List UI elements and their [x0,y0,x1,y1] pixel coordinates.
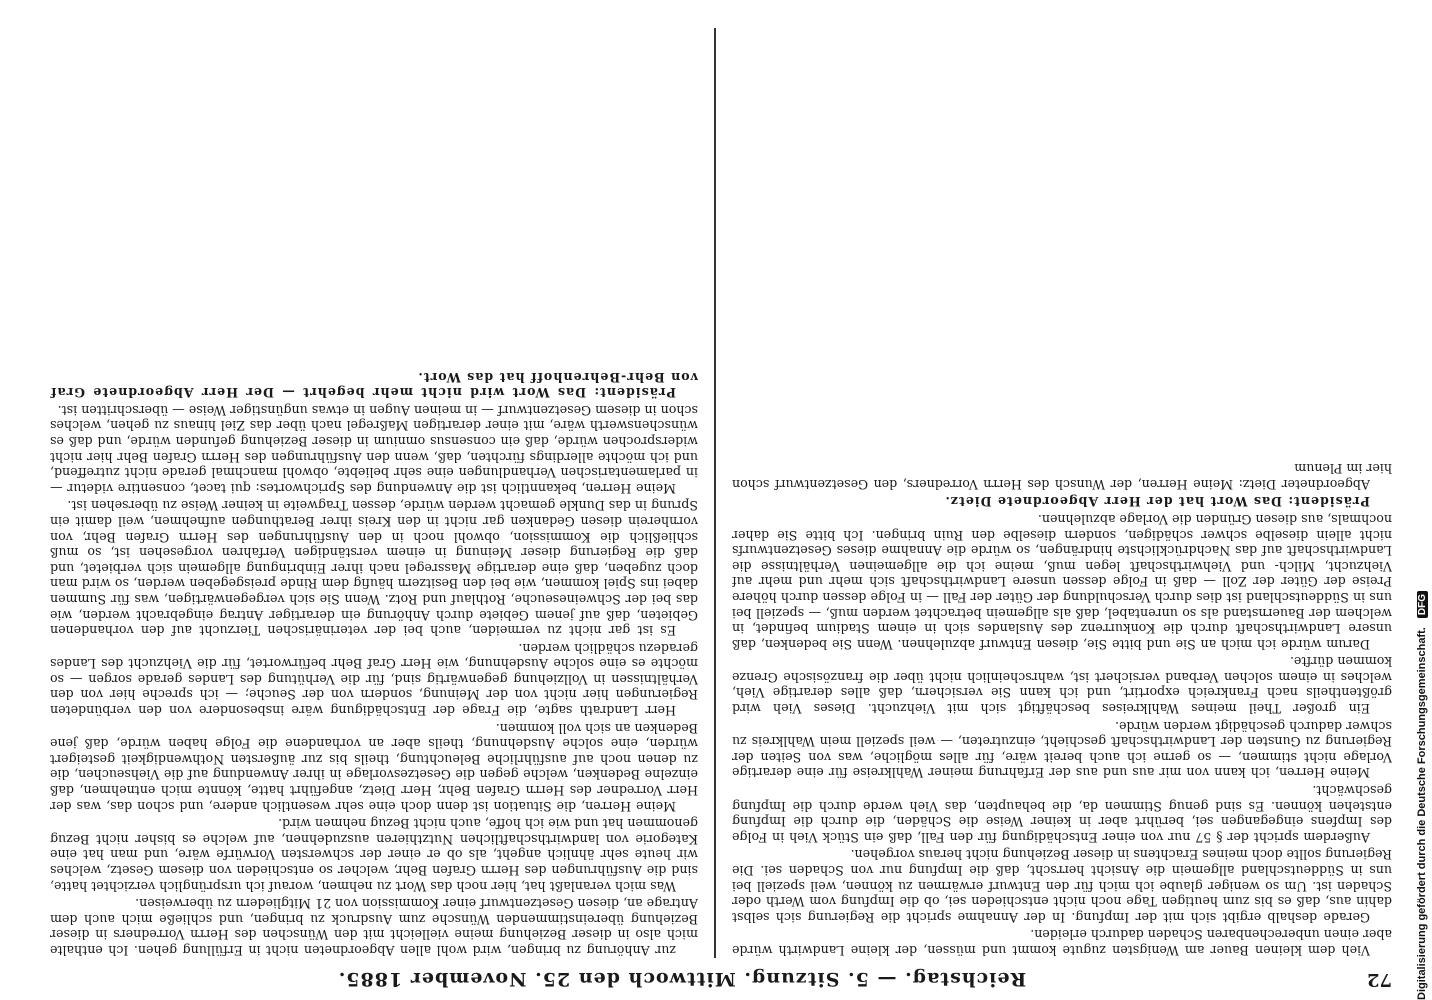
paragraph: Es ist gar nicht zu vermeiden, auch bei der veterinärischen Tierzucht auf den vorhandenen Gebieten, daß auf jenem Gebiete durch Anhörung ein derartiger Antrag eingebracht werden, wie das bei der Schweineseuche, Rothlauf und Rotz. Wenn Sie sich vergegenwärtigen, was für Summen dabei ins Spiel kommen, wie bei den Besitzern häufig dem Rinde preisgegeben werden, so wird man doch zugeben, daß eine derartige Massregel nach ihrer Einbringung allgemein sich verbietet, und daß die Regierung dieser Meinung in einem verständigen Verfahren vorgesehen ist, so muß schließlich die Kommission, obwohl noch in den Ausführungen des Herrn Grafen Behr, von vornherein diesen Gedanken gar nicht in den Kreis ihrer Berathungen aufnehmen, weil damit ein Sprung in das Dunkle gemacht werden würde, dessen Tragweite in keiner Weise zu übersehen ist. [50,498,698,639]
left-text-column [732,18,1392,958]
dfg-logo: DFG [1417,591,1428,618]
column-divider [714,28,716,958]
paragraph: Meine Herren, ich kann von mir aus und aus der Erfahrung meiner Wahlkreise für eine derartige Vorlage nicht stimmen, — so gerne ich auch bereit wäre, für alles mögliche, was von Seiten der Regierung zu Gunsten der Landwirthschaft geschieht, einzutreten, — weil speziell mein Wahlkreis zu schwer dadurch geschädigt werden würde. [732,718,1392,781]
digitization-credit [1416,0,1430,1000]
paragraph: Vieh dem kleinen Bauer am Wenigsten zugute kommt und müssen, der kleine Landwirth würde aber einen unberechenbaren Schaden dadurch erleiden. [732,927,1392,958]
paragraph: Was mich veranlaßt hat, hier noch das Wort zu nehmen, worauf ich ursprünglich verzichtet hatte, sind die Ausführungen des Herrn Grafen Behr, welcher so entschieden von diesem Gesetz, welches wir heute sehr ähnlich angeht, als ob er einer der schwersten Vorwürfe wäre, und man hat eine Kategorie von landwirthschaftlichen Nutzthieren auszudehnen, auf welche es bisher nicht Bezug genommen hat und wie ich hoffe, auch nicht Bezug nehmen wird. [50,816,698,894]
paragraph: Herr Landrath sagte, die Frage der Entschädigung wäre insbesondere von den verbündeten Regierungen hier nicht von der Meinung, sondern von der Seuche; — ich spreche hier von den Verhältnissen in Vollziehung gegenwärtig sind, für die Verhütung des Landes gerade sorgen — so möchte es eine solche Ausdehnung, wie Herr Graf Behr befürwortet, für die Viehzucht des Landes geradezu schädlich werden. [50,640,698,719]
page-header [54,962,1392,992]
credit-text: Digitalisierung gefördert durch die Deutsche Forschungsgemeinschaft. [1416,627,1428,1000]
paragraph: Meine Herren, bekanntlich ist die Anwendung des Sprichwortes: qui tacet, consentire videtur — in parlamentarischen Verhandlungen eine sehr beliebte, obwohl manchmal gerade nicht zutreffend, und ich möchte allerdings fürchten, daß, wenn den Ausführungen des Herrn Grafen Behr hier nicht widersprochen würde, daß ein consensus omnium in dieser Beziehung gefunden würde, und daß es wünschenswerth wäre, mit einer derartigen Maßregel nach über das Ziel hinaus zu gehen, welches schon in diesem Gesetzentwurf — in meinen Augen in etwas ungünstiger Weise — überschritten ist. [50,402,698,496]
speaker-paragraph: Präsident: Das Wort hat der Herr Abgeordnete Dietz. [944,494,1370,510]
speaker-paragraph: Präsident: Das Wort wird nicht mehr begehrt — Der Herr Abgeordnete Graf von Behr-Behrenhoff hat das Wort. [50,369,698,401]
paragraph: Ein großer Theil meines Wahlkreises beschäftigt sich mit Viehzucht. Dieses Vieh wird größtentheils nach Frankreich exportirt, und ich kann Sie versichern, daß alles derartige Vieh, welches in einem solchen Verband versichert ist, wahrscheinlich nicht über die französische Grenze kommen dürfte. [732,654,1392,717]
right-text-column [50,18,698,958]
paragraph: zur Anhörung zu bringen, wird wohl allen Abgeordneten nicht in Erfüllung gehen. Ich enthalte mich also in dieser Beziehung meine vielleicht mit den Wünschen des Herrn Vorredners in dieser Beziehung übereinstimmenden Wünsche zum Ausdruck zu bringen, und schließe mich auch dem Antrage an, diesen Gesetzentwurf einer Kommission von 21 Mitgliedern zu überweisen. [50,896,698,958]
page-number: 72 [1366,969,1392,990]
paragraph: Gerade deshalb ergibt sich mit der Impfung. In der Annahme spricht die Regierung sich selbst dahin aus, daß es bis zum heutigen Tage noch nicht entschieden sei, ob die Impfung vom Werth oder Schaden ist. Um so weniger glaube ich mich für den Entwurf erwärmen zu können, weil speziell bei uns in Süddeutschland allgemein die Ansicht herrscht, daß die Impfung nur von Schaden sei. Die Regierung sollte doch meines Erachtens in dieser Beziehung nicht heraus vorgehen. [732,847,1392,925]
digitization-credit-strip [1416,0,1430,1000]
paragraph: Meine Herren, die Situation ist denn doch eine sehr wesentlich andere, und schon das, was der Herr Vorredner des Herrn Grafen Behr, Herr Dietz, angeführt hatte, könnte mich entnehmen, daß einzelne Bedenken, welche gegen die Gesetzesvorlage in ihrer Anwendung auf die Viehseuchen, die zu denen noch auf ausführliche Beleuchtung, theils bis zur äußersten Nothwendigkeit gesteigert würden, eine solche Ausdehnung, theils aber an vorhandene die Folge haben würde, daß jene Bedenken an sich voll kommen. [50,720,698,814]
paragraph: Abgeordneter Dietz: Meine Herren, der Wunsch des Herrn Vorredners, den Gesetzentwurf schon hier im Plenum [732,461,1392,492]
running-title: Reichstag. — 5. Sitzung. Mittwoch den 25. November 1885. [337,968,1027,990]
paragraph: Außerdem spricht der § 57 nur von einer Entschädigung für den Fall, daß ein Stück Vieh in Folge des Impfens eingegangen sei, berührt aber in keiner Weise die Schäden, die durch die Impfung entstehen können. Es sind genug Stimmen da, die behaupten, das Vieh werde durch die Impfung geschwächt. [732,783,1392,845]
paragraph: Darum würde ich mich an Sie und bitte Sie, diesen Entwurf abzulehnen. Wenn Sie bedenken, daß unsere Landwirthschaft durch die Konkurrenz des Auslandes sich in einem Stadium befindet, in welchem der Bauernstand als so unrentabel, daß als allgemein betrachtet werden muß, — speziell bei uns in Süddeutschland ist dies durch Verschuldung der Güter der Fall — in Folge dessen durch höhere Preise der Güter der Zoll — daß in Folge dessen unsere Landwirthschaft sich mehr und mehr auf Viehzucht, Milch- und Viehwirthschaft legen muß, meine ich die allgemeinen Verhältnisse die Landwirthschaft auf das Nachdrücklichste hindrängen, so würde die Annahme dieses Gesetzentwurfs nicht allein dieselbe schwer schädigen, sondern dieselbe den Ruin bringen. Ich bitte Sie daher nochmals, aus diesen Gründen die Vorlage abzulehnen. [732,511,1392,652]
